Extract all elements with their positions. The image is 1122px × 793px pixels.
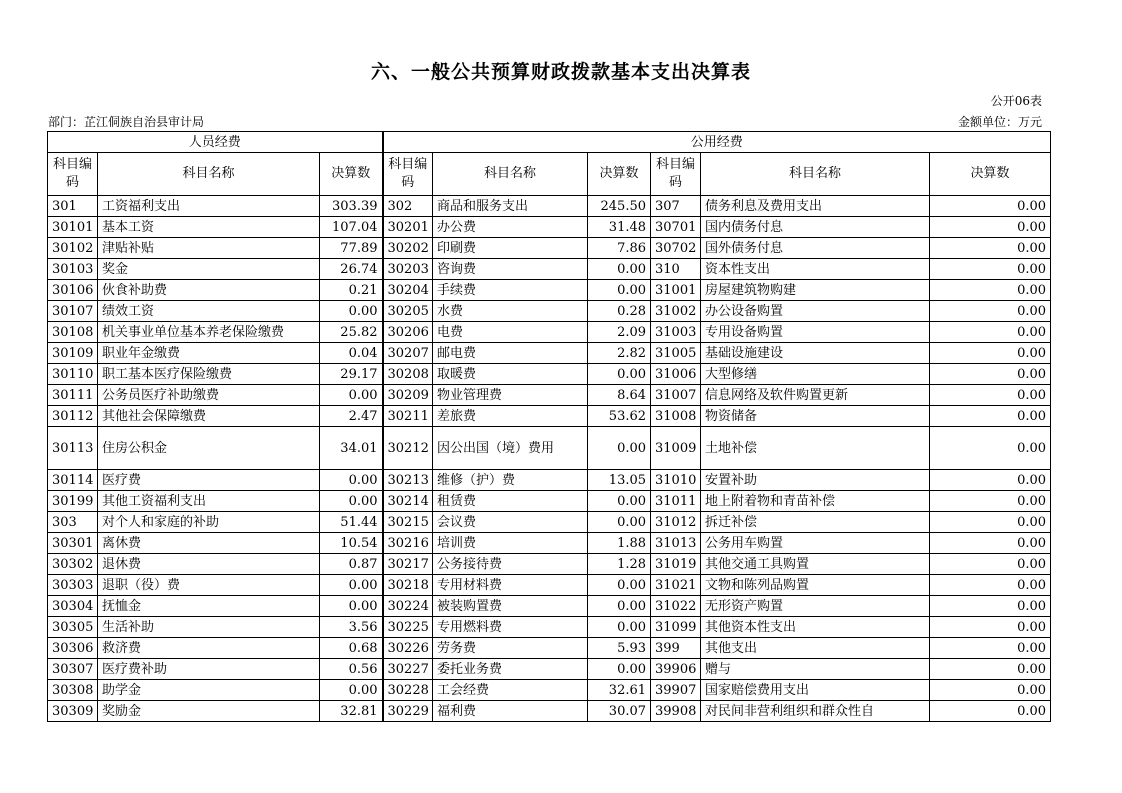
table-row [48,638,1051,659]
code-cell: 30102 [48,238,98,259]
code-cell: 31021 [651,575,701,596]
name-cell: 公务接待费 [433,554,588,575]
name-cell: 信息网络及软件购置更新 [701,385,930,406]
amount-cell: 0.00 [930,554,1051,575]
name-cell: 维修（护）费 [433,470,588,491]
code-cell: 31009 [651,427,701,470]
name-cell: 公务员医疗补助缴费 [98,385,320,406]
code-cell: 30308 [48,680,98,701]
amount-cell: 0.00 [320,470,383,491]
amount-cell: 0.00 [930,596,1051,617]
col-name-header: 科目名称 [98,153,320,196]
amount-cell: 0.00 [930,470,1051,491]
table-row [48,196,1051,217]
amount-cell: 0.00 [930,238,1051,259]
code-cell: 39908 [651,701,701,722]
code-cell: 30216 [383,533,433,554]
name-cell: 因公出国（境）费用 [433,427,588,470]
code-cell: 30218 [383,575,433,596]
code-cell: 31099 [651,617,701,638]
table-row [48,406,1051,427]
code-cell: 30103 [48,259,98,280]
name-cell: 土地补偿 [701,427,930,470]
name-cell: 退职（役）费 [98,575,320,596]
code-cell: 30305 [48,617,98,638]
table-row [48,470,1051,491]
name-cell: 国家赔偿费用支出 [701,680,930,701]
table-row [48,575,1051,596]
name-cell: 救济费 [98,638,320,659]
amount-cell: 0.56 [320,659,383,680]
amount-cell: 0.00 [930,427,1051,470]
name-cell: 对民间非营利组织和群众性自 [701,701,930,722]
name-cell: 邮电费 [433,343,588,364]
name-cell: 办公设备购置 [701,301,930,322]
table-row [48,301,1051,322]
amount-cell: 0.00 [588,427,651,470]
code-cell: 39907 [651,680,701,701]
code-cell: 30213 [383,470,433,491]
col-name-header: 科目名称 [433,153,588,196]
name-cell: 公务用车购置 [701,533,930,554]
code-cell: 39906 [651,659,701,680]
code-cell: 30214 [383,491,433,512]
name-cell: 债务利息及费用支出 [701,196,930,217]
amount-cell: 0.00 [930,659,1051,680]
table-row [48,512,1051,533]
name-cell: 赠与 [701,659,930,680]
name-cell: 住房公积金 [98,427,320,470]
name-cell: 伙食补助费 [98,280,320,301]
code-cell: 30304 [48,596,98,617]
code-cell: 310 [651,259,701,280]
amount-cell: 0.00 [588,512,651,533]
amount-cell: 2.09 [588,322,651,343]
code-cell: 307 [651,196,701,217]
name-cell: 对个人和家庭的补助 [98,512,320,533]
name-cell: 文物和陈列品购置 [701,575,930,596]
name-cell: 水费 [433,301,588,322]
code-cell: 31022 [651,596,701,617]
personnel-group-header: 人员经费 [48,132,383,153]
name-cell: 专用燃料费 [433,617,588,638]
amount-cell: 0.00 [930,701,1051,722]
table-row [48,554,1051,575]
code-cell: 31005 [651,343,701,364]
amount-cell: 0.00 [930,638,1051,659]
name-cell: 物资储备 [701,406,930,427]
amount-cell: 0.00 [320,301,383,322]
name-cell: 印刷费 [433,238,588,259]
name-cell: 福利费 [433,701,588,722]
table-row [48,596,1051,617]
name-cell: 差旅费 [433,406,588,427]
code-cell: 30111 [48,385,98,406]
name-cell: 租赁费 [433,491,588,512]
amount-cell: 53.62 [588,406,651,427]
name-cell: 其他资本性支出 [701,617,930,638]
name-cell: 绩效工资 [98,301,320,322]
amount-cell: 0.04 [320,343,383,364]
code-cell: 30202 [383,238,433,259]
amount-cell: 0.68 [320,638,383,659]
code-cell: 30701 [651,217,701,238]
amount-cell: 32.81 [320,701,383,722]
name-cell: 地上附着物和青苗补偿 [701,491,930,512]
code-cell: 30207 [383,343,433,364]
name-cell: 拆迁补偿 [701,512,930,533]
amount-cell: 1.88 [588,533,651,554]
table-row [48,238,1051,259]
amount-cell: 0.00 [930,680,1051,701]
table-row [48,680,1051,701]
form-number: 公开06表 [990,94,1042,108]
amount-cell: 0.00 [588,596,651,617]
name-cell: 机关事业单位基本养老保险缴费 [98,322,320,343]
code-cell: 30302 [48,554,98,575]
amount-cell: 0.00 [930,196,1051,217]
code-cell: 31012 [651,512,701,533]
name-cell: 劳务费 [433,638,588,659]
amount-cell: 0.00 [930,385,1051,406]
code-cell: 30208 [383,364,433,385]
amount-cell: 2.47 [320,406,383,427]
code-cell: 302 [383,196,433,217]
amount-cell: 32.61 [588,680,651,701]
name-cell: 委托业务费 [433,659,588,680]
code-cell: 30110 [48,364,98,385]
code-cell: 30101 [48,217,98,238]
name-cell: 工资福利支出 [98,196,320,217]
code-cell: 399 [651,638,701,659]
code-cell: 30225 [383,617,433,638]
code-cell: 30108 [48,322,98,343]
table-row [48,385,1051,406]
code-cell: 31019 [651,554,701,575]
public-group-header: 公用经费 [383,132,1051,153]
name-cell: 办公费 [433,217,588,238]
page-title: 六、一般公共预算财政拨款基本支出决算表 [370,61,751,83]
table-row [48,617,1051,638]
amount-cell: 0.00 [930,343,1051,364]
name-cell: 商品和服务支出 [433,196,588,217]
amount-cell: 0.21 [320,280,383,301]
code-cell: 31007 [651,385,701,406]
code-cell: 30309 [48,701,98,722]
code-cell: 30109 [48,343,98,364]
table-row [48,427,1051,470]
amount-cell: 0.87 [320,554,383,575]
col-amount-header: 决算数 [930,153,1051,196]
name-cell: 其他支出 [701,638,930,659]
amount-cell: 77.89 [320,238,383,259]
amount-cell: 107.04 [320,217,383,238]
amount-cell: 0.00 [930,259,1051,280]
code-cell: 301 [48,196,98,217]
name-cell: 职工基本医疗保险缴费 [98,364,320,385]
amount-cell: 0.00 [588,659,651,680]
name-cell: 咨询费 [433,259,588,280]
table-row [48,322,1051,343]
amount-cell: 13.05 [588,470,651,491]
col-amount-header: 决算数 [320,153,383,196]
code-cell: 30224 [383,596,433,617]
code-cell: 30303 [48,575,98,596]
name-cell: 房屋建筑物购建 [701,280,930,301]
name-cell: 取暖费 [433,364,588,385]
table-row [48,280,1051,301]
code-cell: 30227 [383,659,433,680]
code-cell: 31001 [651,280,701,301]
code-cell: 30114 [48,470,98,491]
amount-cell: 0.00 [930,322,1051,343]
name-cell: 医疗费 [98,470,320,491]
table-row [48,659,1051,680]
department-label: 部门：芷江侗族自治县审计局 [48,115,205,129]
amount-cell: 0.00 [588,617,651,638]
code-cell: 30203 [383,259,433,280]
code-cell: 31010 [651,470,701,491]
code-cell: 30229 [383,701,433,722]
name-cell: 奖励金 [98,701,320,722]
name-cell: 职业年金缴费 [98,343,320,364]
amount-cell: 0.00 [930,301,1051,322]
name-cell: 奖金 [98,259,320,280]
table-row [48,217,1051,238]
name-cell: 国外债务付息 [701,238,930,259]
name-cell: 医疗费补助 [98,659,320,680]
code-cell: 30205 [383,301,433,322]
name-cell: 其他交通工具购置 [701,554,930,575]
name-cell: 无形资产购置 [701,596,930,617]
code-cell: 30306 [48,638,98,659]
amount-cell: 0.00 [930,617,1051,638]
name-cell: 津贴补贴 [98,238,320,259]
code-cell: 31003 [651,322,701,343]
name-cell: 退休费 [98,554,320,575]
code-cell: 30199 [48,491,98,512]
amount-cell: 0.00 [588,364,651,385]
name-cell: 国内债务付息 [701,217,930,238]
code-cell: 31013 [651,533,701,554]
col-code-header: 科目编码 [651,153,701,196]
table-row [48,343,1051,364]
name-cell: 会议费 [433,512,588,533]
amount-cell: 0.00 [930,575,1051,596]
name-cell: 安置补助 [701,470,930,491]
name-cell: 其他社会保障缴费 [98,406,320,427]
amount-cell: 26.74 [320,259,383,280]
name-cell: 助学金 [98,680,320,701]
amount-cell: 1.28 [588,554,651,575]
amount-cell: 0.00 [320,491,383,512]
amount-cell: 0.00 [930,533,1051,554]
column-header-row [48,153,1051,196]
table-row [48,259,1051,280]
col-name-header: 科目名称 [701,153,930,196]
code-cell: 31006 [651,364,701,385]
code-cell: 30212 [383,427,433,470]
name-cell: 离休费 [98,533,320,554]
name-cell: 培训费 [433,533,588,554]
amount-cell: 0.00 [930,512,1051,533]
amount-cell: 0.00 [930,217,1051,238]
code-cell: 30113 [48,427,98,470]
amount-cell: 3.56 [320,617,383,638]
code-cell: 30107 [48,301,98,322]
name-cell: 其他工资福利支出 [98,491,320,512]
amount-cell: 0.00 [930,280,1051,301]
amount-cell: 0.00 [930,406,1051,427]
amount-cell: 2.82 [588,343,651,364]
amount-unit-label: 金额单位：万元 [957,115,1042,129]
table-row [48,364,1051,385]
amount-cell: 0.00 [320,596,383,617]
name-cell: 被装购置费 [433,596,588,617]
name-cell: 物业管理费 [433,385,588,406]
code-cell: 31011 [651,491,701,512]
code-cell: 303 [48,512,98,533]
name-cell: 基本工资 [98,217,320,238]
col-amount-header: 决算数 [588,153,651,196]
code-cell: 30201 [383,217,433,238]
table-row [48,491,1051,512]
code-cell: 30301 [48,533,98,554]
amount-cell: 303.39 [320,196,383,217]
amount-cell: 0.00 [320,575,383,596]
amount-cell: 30.07 [588,701,651,722]
amount-cell: 0.00 [588,280,651,301]
table-row [48,701,1051,722]
name-cell: 抚恤金 [98,596,320,617]
col-code-header: 科目编码 [48,153,98,196]
amount-cell: 7.86 [588,238,651,259]
code-cell: 30106 [48,280,98,301]
amount-cell: 25.82 [320,322,383,343]
name-cell: 大型修缮 [701,364,930,385]
amount-cell: 29.17 [320,364,383,385]
amount-cell: 8.64 [588,385,651,406]
amount-cell: 0.00 [588,259,651,280]
amount-cell: 0.28 [588,301,651,322]
amount-cell: 0.00 [320,680,383,701]
amount-cell: 245.50 [588,196,651,217]
amount-cell: 34.01 [320,427,383,470]
name-cell: 基础设施建设 [701,343,930,364]
name-cell: 专用材料费 [433,575,588,596]
amount-cell: 51.44 [320,512,383,533]
code-cell: 30204 [383,280,433,301]
code-cell: 31002 [651,301,701,322]
name-cell: 手续费 [433,280,588,301]
code-cell: 30112 [48,406,98,427]
amount-cell: 10.54 [320,533,383,554]
name-cell: 资本性支出 [701,259,930,280]
code-cell: 30215 [383,512,433,533]
code-cell: 30702 [651,238,701,259]
amount-cell: 0.00 [588,491,651,512]
expenditure-table [47,131,1051,722]
code-cell: 30226 [383,638,433,659]
amount-cell: 5.93 [588,638,651,659]
amount-cell: 0.00 [930,364,1051,385]
code-cell: 30228 [383,680,433,701]
name-cell: 工会经费 [433,680,588,701]
amount-cell: 0.00 [320,385,383,406]
code-cell: 30206 [383,322,433,343]
amount-cell: 0.00 [588,575,651,596]
table-row [48,533,1051,554]
code-cell: 30211 [383,406,433,427]
code-cell: 30217 [383,554,433,575]
name-cell: 生活补助 [98,617,320,638]
code-cell: 30209 [383,385,433,406]
amount-cell: 0.00 [930,491,1051,512]
code-cell: 31008 [651,406,701,427]
code-cell: 30307 [48,659,98,680]
group-header-row [48,132,1051,153]
name-cell: 专用设备购置 [701,322,930,343]
amount-cell: 31.48 [588,217,651,238]
name-cell: 电费 [433,322,588,343]
col-code-header: 科目编码 [383,153,433,196]
